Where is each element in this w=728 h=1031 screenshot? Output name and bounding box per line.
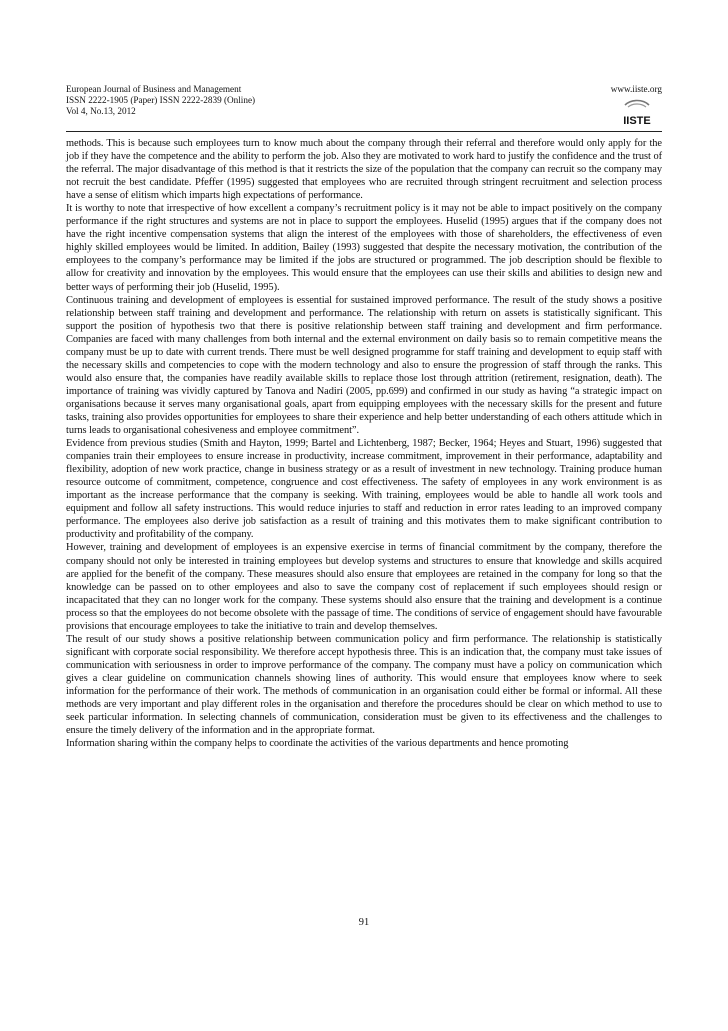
header-divider	[66, 131, 662, 132]
journal-info	[66, 84, 255, 117]
paragraph-recruitment-referrals: methods. This is because such employees turn to know much about the company through their referral and therefore would only apply for the job if they have the competence and the ability to perform the job. Also they are motivated to work hard to justify the confidence and the trust of the referral. The major disadvantage of this method is that it restricts the size of the population that the company can recruit so the company may not recruit the best candidate. Pfeffer (1995) suggested that employees who are recruited through stringent recruitment and selection process have a sense of elitism which imparts high expectations of performance.	[66, 138, 662, 202]
paragraph-training-development: Continuous training and development of employees is essential for sustained improved performance. The result of the study shows a positive relationship between staff training and development and performance. The relationship with return on assets is statistically significant. This support the position of hypothesis two that there is positive relationship between staff training and development and firm performance. Companies are faced with many challenges from both internal and the external environment on daily basis so to remain competitive means the company must be up to date with current trends. There must be well designed programme for staff training and development to equip staff with the necessary skills and competencies to cope with the modern technology and also to ensure the progression of staff through the ranks. This would also ensure that, the companies have readily available skills to replace those lost through attrition (retirement, resignation, death). The importance of training was vividly captured by Tanova and Nadiri (2005, pp.699) and confirmed in our study as having “a strategic impact on organisations because it serves many organisational goals, apart from equipping employees with the necessary skills for the present and future tasks, training also provides opportunities for employees to share their experience and help better understanding of each others attitude which in turns leads to organisational cohesiveness and employee commitment”.	[66, 294, 662, 437]
volume-line: Vol 4, No.13, 2012	[66, 106, 136, 116]
page-header	[66, 84, 662, 130]
issn-line: ISSN 2222-1905 (Paper) ISSN 2222-2839 (Online)	[66, 95, 256, 105]
paragraph-information-sharing: Information sharing within the company helps to coordinate the activities of the various departments and hence promoting	[66, 738, 569, 750]
iiste-logo-icon	[620, 99, 654, 127]
paragraph-recruitment-policy: It is worthy to note that irrespective of how excellent a company’s recruitment policy is it may not be able to impact positively on the company performance if the right structures and systems are not in place to support the employees. Huselid (1995) argues that if the company does not have the right incentive compensation systems that align the interest of the employees with those of shareholders, the effectiveness of even highly skilled employees would be limited. In addition, Bailey (1993) suggested that despite the necessary motivation, the contribution of the employees to the company’s performance may be limited if the jobs are structured or programmed. The job description should be flexible to allow for creativity and innovation by the employees. This would ensure that the employees can use their skills and abilities to design new and better ways of performing their job (Huselid, 1995).	[66, 203, 662, 293]
page-number: 91	[358, 917, 370, 928]
journal-title: European Journal of Business and Management	[66, 84, 242, 94]
paragraph-communication-policy: The result of our study shows a positive relationship between communication policy and firm performance. The relationship is statistically significant with corporate social responsibility. We therefore accept hypothesis three. This is an indication that, the company must take issues of communication with seriousness in order to improve performance of the company. The company must have a policy on communication which gives a clear guideline on communication channels showing lines of authority. This would ensure that employees know where to seek information for the performance of their work. The methods of communication in an organisation could either be formal or informal. All these methods are very important and play different roles in the organisation and therefore the procedures should be clear on which method to use to seek particular information. In selecting channels of communication, consideration must be given to its effectiveness and the challenges to ensure the timely delivery of the information and in the appropriate format.	[66, 633, 662, 737]
article-body	[66, 137, 662, 750]
logo-text: IISTE	[623, 115, 651, 127]
paragraph-training-cost: However, training and development of employees is an expensive exercise in terms of financial commitment by the company, therefore the company should not only be interested in training employees but develop systems and structures to ensure that knowledge and skills acquired are applied for the benefit of the company. These measures should also ensure that employees are retained in the company for long so that the knowledge can be passed on to other employees and also to save the company cost of replacement if such employees should resign or incapacitated that they can no longer work for the company. These systems should also ensure that the training and development is a continue process so that the employees do not become obsolete with the passage of time. The conditions of service of engagement should have favourable provisions that encourage employees to take the initiative to train and develop themselves.	[66, 542, 662, 632]
website-link[interactable]: www.iiste.org	[610, 84, 662, 94]
paragraph-training-evidence: Evidence from previous studies (Smith and Hayton, 1999; Bartel and Lichtenberg, 1987; Becker, 1964; Heyes and Stuart, 1996) suggested that companies train their employees to ensure increase in productivity, increase commitment, improvement in their performance, adaptability and flexibility, adoption of new work practice, change in business strategy or as a result of investment in new technology. Training produce human resource outcome of commitment, competence, congruence and cost effectiveness. The safety of employees in any work environment is as important as the increase performance that the company is seeking. With training, employees would be able to handle all work tools and equipment and follow all safety instructions. This would reduce injuries to staff and reduction in error rates leading to an improved company performance. The employees also derive job satisfaction as a result of training and this motivates them to make significant contribution to productivity and profitability of the company.	[66, 438, 662, 541]
